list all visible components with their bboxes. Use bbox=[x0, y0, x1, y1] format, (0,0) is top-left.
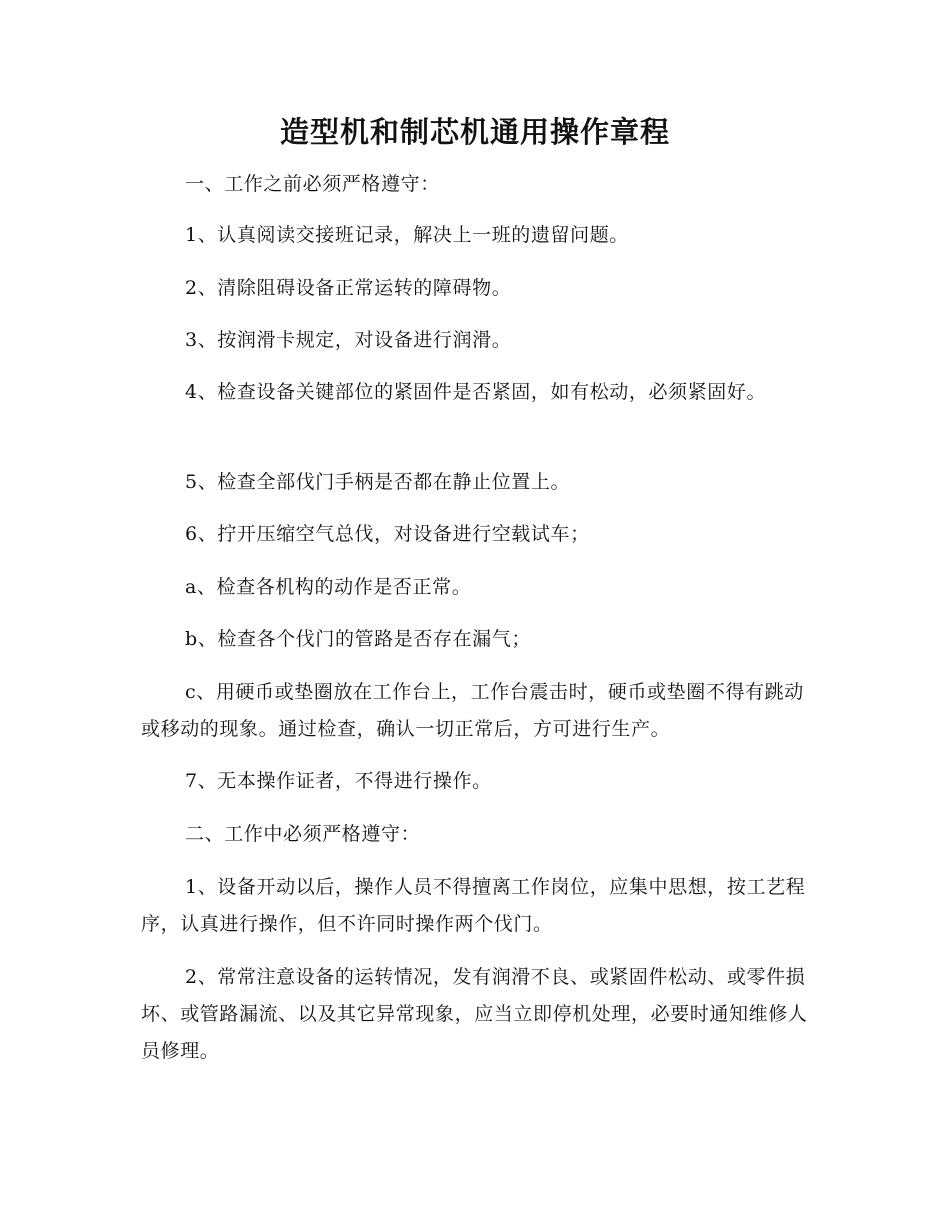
paragraph: a、检查各机构的动作是否正常。 bbox=[185, 576, 472, 598]
paragraph: 2、常常注意设备的运转情况，发有润滑不良、或紧固件松动、或零件损坏、或管路漏流、以及其它异常现象，应当立即停机处理，必要时通知维修人员修理。 bbox=[141, 966, 808, 1062]
paragraph: 1、设备开动以后，操作人员不得擅离工作岗位，应集中思想，按工艺程序，认真进行操作，但不许同时操作两个伐门。 bbox=[141, 876, 806, 935]
paragraph: 2、清除阻碍设备正常运转的障碍物。 bbox=[185, 277, 512, 299]
paragraph: 3、按润滑卡规定，对设备进行润滑。 bbox=[185, 329, 512, 351]
paragraph: b、检查各个伐门的管路是否存在漏气； bbox=[185, 628, 531, 650]
paragraph: 5、检查全部伐门手柄是否都在静止位置上。 bbox=[185, 471, 571, 493]
section-heading-before-work: 一、工作之前必须严格遵守： bbox=[185, 173, 440, 195]
paragraph: 7、无本操作证者，不得进行操作。 bbox=[185, 770, 492, 792]
paragraph: 4、检查设备关键部位的紧固件是否紧固，如有松动，必须紧固好。 bbox=[185, 381, 767, 403]
paragraph: 1、认真阅读交接班记录，解决上一班的遗留问题。 bbox=[185, 224, 629, 246]
section-heading-during-work: 二、工作中必须严格遵守： bbox=[185, 823, 421, 845]
paragraph: c、用硬币或垫圈放在工作台上，工作台震击时，硬币或垫圈不得有跳动或移动的现象。通过检查，确认一切正常后，方可进行生产。 bbox=[141, 681, 804, 740]
document-title: 造型机和制芯机通用操作章程 bbox=[279, 115, 670, 149]
paragraph: 6、拧开压缩空气总伐，对设备进行空载试车； bbox=[185, 523, 590, 545]
